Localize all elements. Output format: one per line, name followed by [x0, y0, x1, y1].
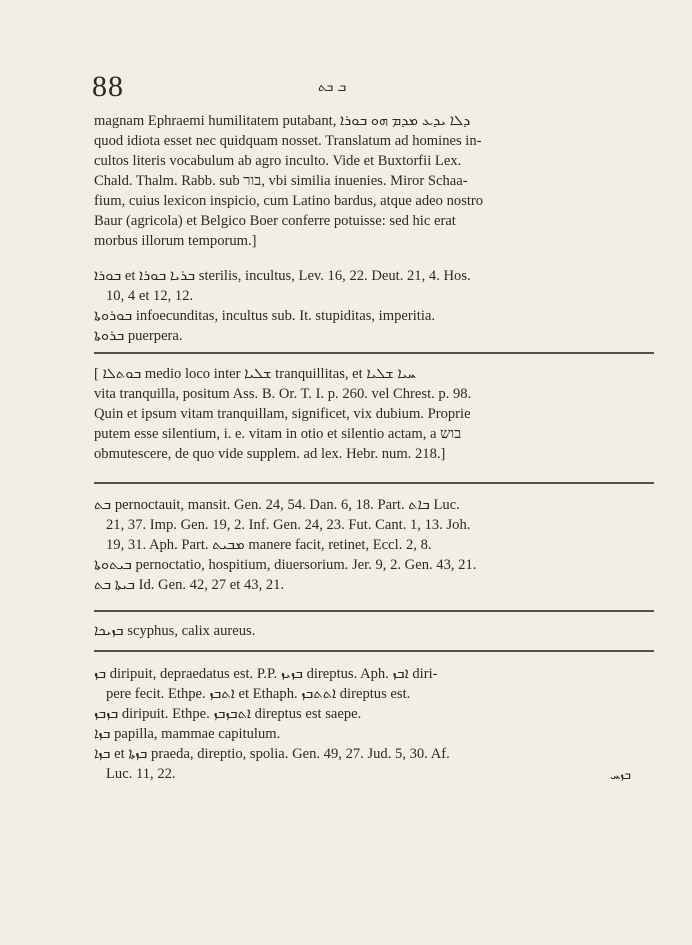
running-head: ܒ ܒܬ: [318, 80, 347, 95]
entry-line: ܒܪܘܬܐ puerpera.: [94, 328, 183, 344]
catchword: ܒܙܚ: [610, 768, 631, 783]
block-1: [94, 111, 654, 251]
text-line: [ ܒܘܬܠܐ medio loco inter ܫܠܝܐ tranquillitas, et ܚܝܐ ܫܠܝܐ: [94, 366, 417, 382]
entry-line: ܒܘܪܐ et ܒܪܝܐ ܒܘܪܐ sterilis, incultus, Lev. 16, 22. Deut. 21, 4. Hos.: [94, 268, 471, 284]
entry-line: ܒܙܒܙ diripuit. Ethpe. ܐܬܒܙܒܙ direptus est saepe.: [94, 706, 362, 722]
divider: [94, 482, 654, 484]
text-line: obmutescere, de quo vide supplem. ad lex. Hebr. num. 218.]: [94, 446, 446, 462]
entries-c: [94, 621, 654, 641]
text-line: magnam Ephraemi humilitatem putabant, ܕܠܐ ܝܕܥ ܡܕܡ ܗܘ ܒܘܪܐ: [94, 113, 471, 129]
divider: [94, 610, 654, 612]
block-2: [94, 364, 654, 464]
entry-line: ܒܝܬܘܬܐ pernoctatio, hospitium, diuersorium. Jer. 9, 2. Gen. 43, 21.: [94, 557, 477, 573]
entries-d: [94, 664, 654, 784]
entry-line: ܒܙܐ et ܒܙܬܐ praeda, direptio, spolia. Gen. 49, 27. Jud. 5, 30. Af.: [94, 746, 450, 762]
text-line: fium, cuius lexicon inspicio, cum Latino bardus, atque adeo nostro: [94, 193, 484, 209]
entry-line: 21, 37. Imp. Gen. 19, 2. Inf. Gen. 24, 23. Fut. Cant. 1, 13. Joh.: [106, 517, 471, 533]
entry-line: ܒܙܝܟܐ scyphus, calix aureus.: [94, 623, 256, 639]
text-line: quod idiota esset nec quidquam nosset. Translatum ad homines in-: [94, 133, 482, 149]
entry-line: ܒܙܐ papilla, mammae capitulum.: [94, 726, 281, 742]
text-line: putem esse silentium, i. e. vitam in otio et silentio actam, a בוש: [94, 426, 462, 442]
entries-b: [94, 495, 654, 595]
entry-line: 19, 31. Aph. Part. ܡܒܝܬ manere facit, retinet, Eccl. 2, 8.: [106, 537, 432, 553]
divider: [94, 650, 654, 652]
entry-line: ܒܙ diripuit, depraedatus est. P.P. ܒܙܝܙ direptus. Aph. ܐܒܙ diri-: [94, 666, 438, 682]
text-line: Quin et ipsum vitam tranquillam, significet, vix dubium. Proprie: [94, 406, 471, 422]
entry-line: ܒܝܬܐ ܒܬ Id. Gen. 42, 27 et 43, 21.: [94, 577, 285, 593]
entry-line: ܒܬ pernoctauit, mansit. Gen. 24, 54. Dan. 6, 18. Part. ܒܐܬ Luc.: [94, 497, 460, 513]
page-number: 88: [92, 70, 124, 103]
text-line: Baur (agricola) et Belgico Boer conferre potuisse: sed hic erat: [94, 213, 456, 229]
text-line: morbus illorum temporum.]: [94, 233, 257, 249]
entry-line: pere fecit. Ethpe. ܐܬܒܙ et Ethaph. ܐܬܬܒܙ direptus est.: [106, 686, 411, 702]
text-line: Chald. Thalm. Rabb. sub בור, vbi similia inuenies. Miror Schaa-: [94, 173, 468, 189]
entries-a: [94, 266, 654, 346]
entry-line: ܒܘܪܘܬܐ infoecunditas, incultus sub. It. stupiditas, imperitia.: [94, 308, 435, 324]
text-line: vita tranquilla, positum Ass. B. Or. T. I. p. 260. vel Chrest. p. 98.: [94, 386, 472, 402]
text-line: cultos literis vocabulum ab agro inculto. Vide et Buxtorfii Lex.: [94, 153, 462, 169]
divider: [94, 352, 654, 354]
entry-line: 10, 4 et 12, 12.: [106, 288, 194, 304]
entry-line: Luc. 11, 22.: [106, 766, 176, 782]
